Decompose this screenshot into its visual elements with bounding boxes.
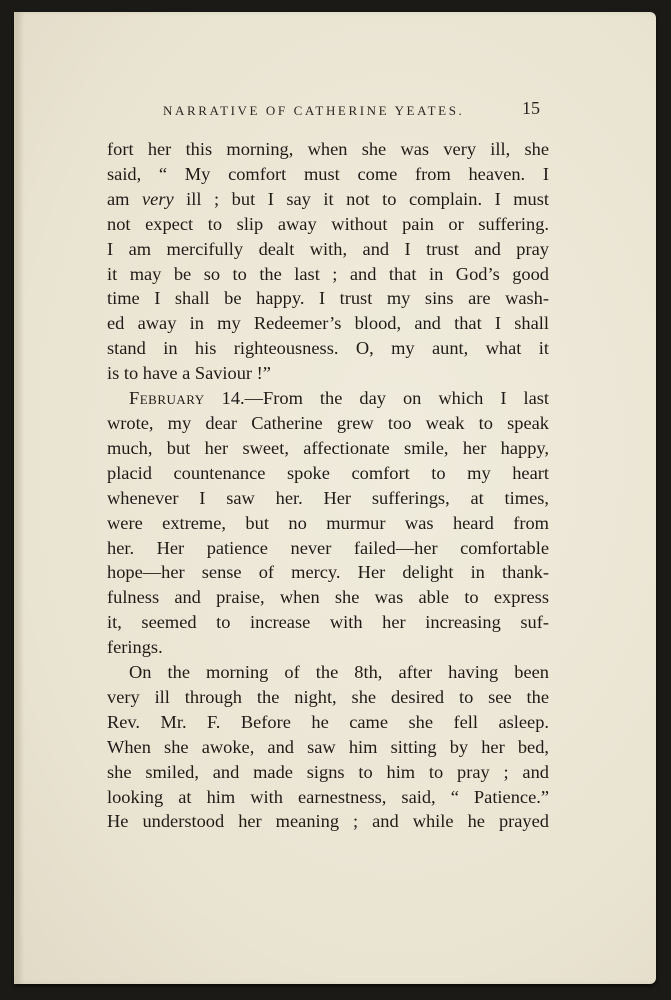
text-line: were extreme, but no murmur was heard from [107,512,549,533]
text-line: hope—her sense of mercy. Her delight in thank- [107,562,549,583]
entry-date-line: February 14.—From the day on which I last [129,388,549,409]
text-line: very ill through the night, she desired to see the [107,686,549,707]
text-line: stand in his righteousness. O, my aunt, what it [107,338,549,359]
text-line: placid countenance spoke comfort to my heart [107,462,549,483]
text-line: is to have a Saviour !” [107,363,271,384]
text-line: am very ill ; but I say it not to complain. I must [107,188,549,209]
text-line: fulness and praise, when she was able to express [107,587,549,608]
text-line: ed away in my Redeemer’s blood, and that I shall [107,313,549,334]
page-number: 15 [522,98,540,118]
text-line: When she awoke, and saw him sitting by her bed, [107,736,549,757]
text-line: whenever I saw her. Her sufferings, at times, [107,487,549,508]
page-gutter-shadow [14,12,24,984]
text-line: time I shall be happy. I trust my sins are wash- [107,288,549,309]
text-line: He understood her meaning ; and while he prayed [107,811,549,832]
text-line: not expect to slip away without pain or suffering. [107,213,549,234]
text-line: fort her this morning, when she was very ill, she [107,139,549,159]
text-line: it, seemed to increase with her increasing suf- [107,612,549,633]
body-text [107,137,549,834]
text-line: it may be so to the last ; and that in God’s good [107,263,549,284]
text-line: said, “ My comfort must come from heaven. I [107,163,549,184]
running-head: NARRATIVE OF CATHERINE YEATES. [163,103,465,118]
text-line: ferings. [107,637,163,658]
text-line: her. Her patience never failed—her comfortable [107,537,549,558]
text-line: I am mercifully dealt with, and I trust and pray [107,238,549,259]
text-line: much, but her sweet, affectionate smile, her happy, [107,437,549,458]
text-line: On the morning of the 8th, after having been [129,662,549,683]
entry-date: February [129,388,205,409]
text-line: Rev. Mr. F. Before he came she fell asleep. [107,711,549,732]
text-line: wrote, my dear Catherine grew too weak to speak [107,412,549,433]
emphasis: very [142,188,174,209]
text-line: she smiled, and made signs to him to pray ; and [107,761,549,782]
text-line: looking at him with earnestness, said, “ Patience.” [107,786,549,807]
